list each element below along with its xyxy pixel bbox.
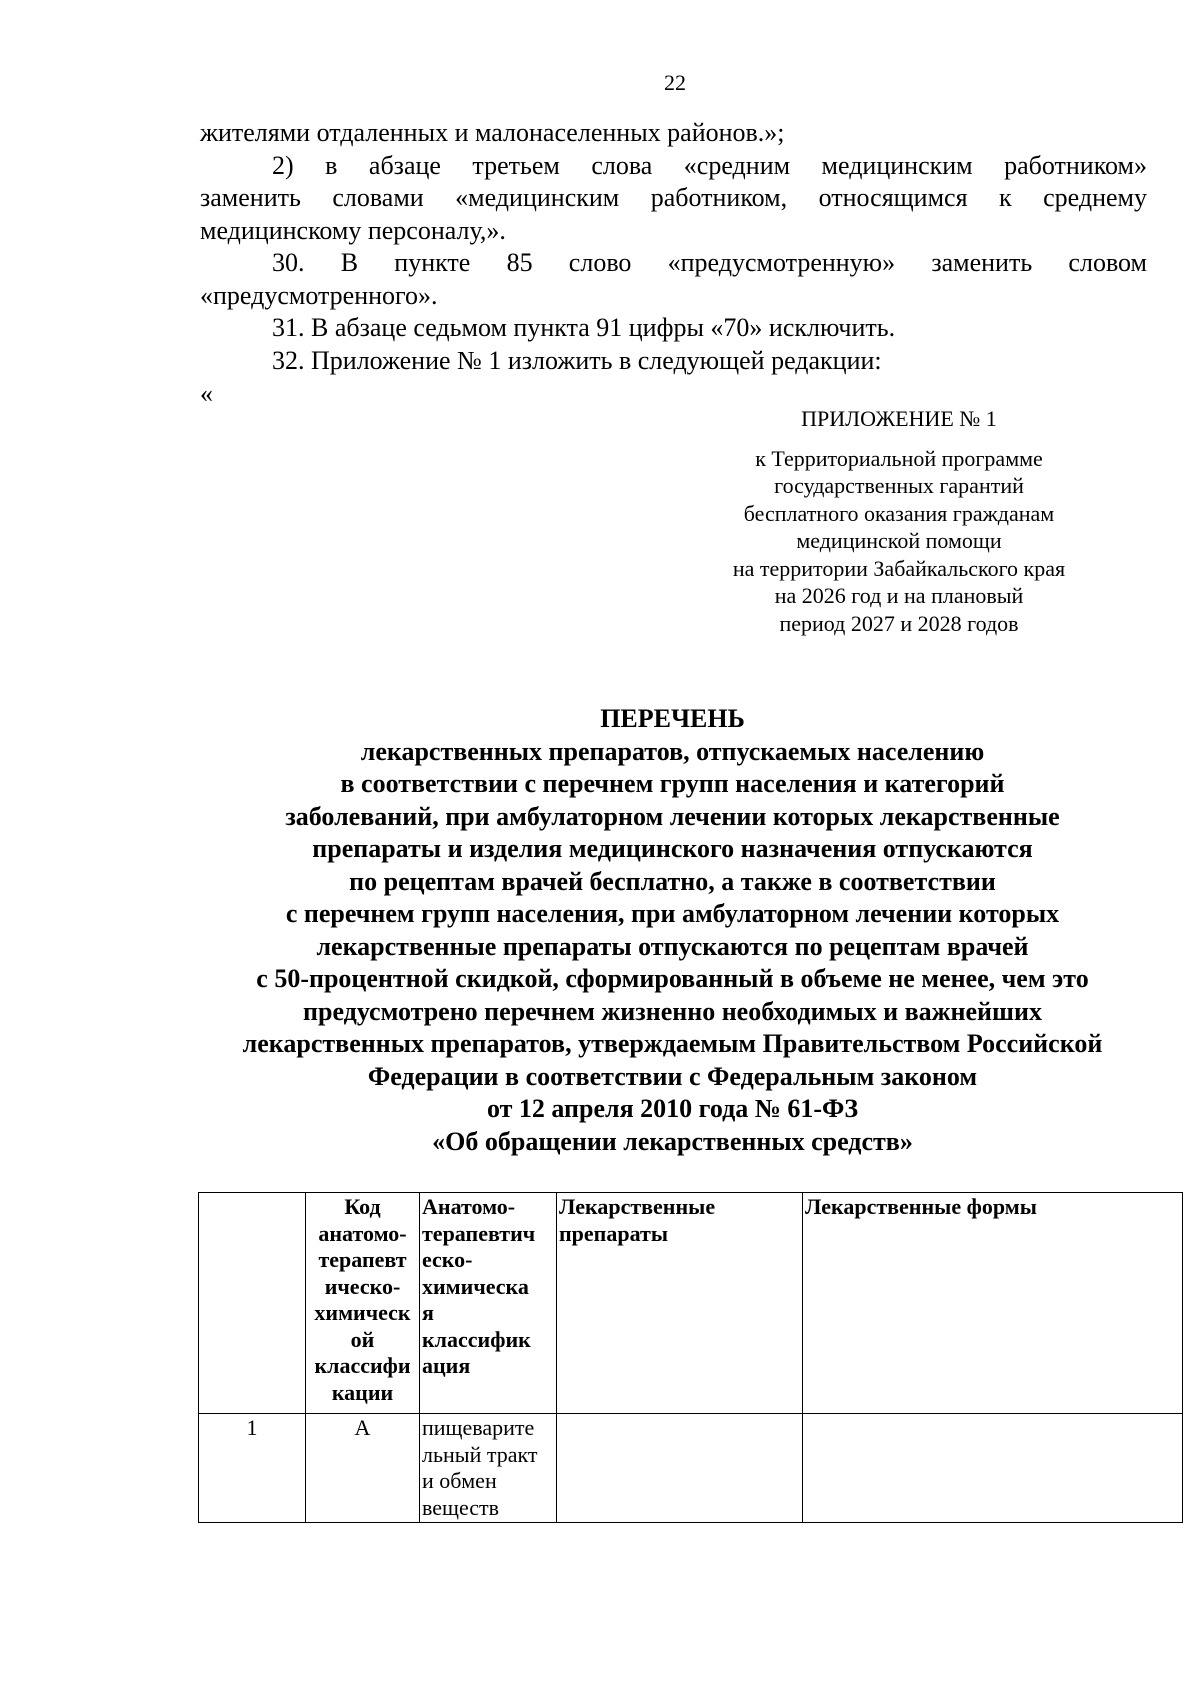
appendix-title: ПРИЛОЖЕНИЕ № 1: [801, 406, 997, 431]
cell-text-line: льный тракт: [422, 1441, 538, 1467]
row-code-cell: A: [306, 1414, 420, 1523]
header-forms-cell: Лекарственные формы: [803, 1193, 1183, 1414]
header-text-line: Код: [344, 1194, 381, 1219]
continuation-line: жителями отдаленных и малонаселенных районов.»;: [200, 118, 785, 147]
heading-line: «Об обращении лекарственных средств»: [432, 1126, 913, 1156]
heading-line: в соответствии с перечнем групп населения и категорий: [340, 769, 1005, 798]
appendix-line: медицинской помощи: [796, 528, 1002, 553]
header-text-line: классифи: [314, 1353, 411, 1378]
header-text-line: ой: [350, 1326, 375, 1352]
heading-line: лекарственных препаратов, утверждаемым Правительством Российской: [242, 1029, 1103, 1058]
para-31: 31. В абзаце седьмом пункта 91 цифры «70» исключить.: [272, 313, 896, 342]
header-text-line: ация: [422, 1353, 471, 1378]
header-atc-code-cell: [306, 1193, 420, 1414]
header-text-line: химическ: [314, 1300, 411, 1325]
header-text-line: терапевтич: [422, 1220, 536, 1246]
table-row: [199, 1414, 1183, 1523]
header-text-line: химическа: [422, 1273, 529, 1299]
heading-line: препараты и изделия медицинского назначения отпускаются: [312, 834, 1033, 863]
header-number-cell: [199, 1193, 306, 1414]
para-30-line-2: «предусмотренного».: [200, 280, 438, 310]
document-heading: [195, 703, 1150, 1158]
table-header-row: [199, 1193, 1183, 1414]
appendix-line: государственных гарантий: [774, 473, 1024, 498]
header-text-line: ическо-: [324, 1273, 401, 1299]
row-number-cell: 1: [199, 1414, 306, 1523]
header-text-line: кации: [331, 1379, 394, 1405]
header-text-line: Анатомо-: [422, 1194, 516, 1219]
heading-line: лекарственных препаратов, отпускаемых населению: [360, 736, 985, 766]
page-number: 22: [664, 70, 686, 95]
header-atc-classification-cell: [420, 1193, 557, 1414]
row-classification-cell: [420, 1414, 557, 1523]
header-text-line: препараты: [559, 1220, 669, 1246]
header-text-line: Лекарственные: [559, 1194, 716, 1219]
cell-text-line: и обмен: [422, 1468, 497, 1493]
medicines-table: [198, 1192, 1183, 1523]
heading-title: ПЕРЕЧЕНЬ: [600, 704, 745, 733]
header-text-line: терапевт: [318, 1247, 407, 1272]
body-text: [200, 117, 1147, 377]
appendix-block: [700, 405, 1098, 637]
heading-line: Федерации в соответствии с Федеральным законом: [367, 1061, 978, 1091]
heading-line: предусмотрено перечнем жизненно необходимых и важнейших: [303, 996, 1042, 1026]
heading-line: от 12 апреля 2010 года № 61-ФЗ: [486, 1094, 859, 1123]
heading-line: лекарственные препараты отпускаются по рецептам врачей: [316, 931, 1029, 961]
header-drugs-cell: [557, 1193, 803, 1414]
header-text-line: анатомо-: [318, 1220, 407, 1246]
para-2-line-1: 2) в абзаце третьем слова «средним медицинским работником»: [272, 150, 1147, 180]
cell-text-line: пищеварите: [422, 1415, 535, 1440]
header-text-line: еско-: [422, 1247, 473, 1272]
heading-line: с перечнем групп населения, при амбулаторном лечении которых: [285, 899, 1060, 928]
para-30-line-1: 30. В пункте 85 слово «предусмотренную» заменить словом: [272, 248, 1147, 277]
row-forms-cell: [803, 1414, 1183, 1523]
para-32: 32. Приложение № 1 изложить в следующей редакции:: [272, 345, 882, 375]
header-text-line: я: [422, 1300, 434, 1325]
appendix-line: на 2026 год и на плановый: [774, 583, 1024, 608]
heading-line: с 50-процентной скидкой, сформированный в объеме не менее, чем это: [256, 964, 1089, 993]
header-text-line: классифик: [422, 1326, 531, 1352]
para-2-line-2: заменить словами «медицинским работником, относящимся к среднему: [200, 183, 1147, 212]
row-drugs-cell: [557, 1414, 803, 1523]
heading-line: по рецептам врачей бесплатно, а также в соответствии: [349, 866, 996, 896]
heading-line: заболеваний, при амбулаторном лечении которых лекарственные: [285, 801, 1060, 831]
appendix-line: на территории Забайкальского края: [732, 555, 1066, 581]
appendix-line: период 2027 и 2028 годов: [779, 610, 1019, 636]
appendix-line: бесплатного оказания гражданам: [743, 500, 1055, 526]
appendix-line: к Территориальной программе: [755, 445, 1043, 471]
para-2-line-3: медицинскому персоналу,».: [200, 215, 506, 245]
opening-quote: «: [200, 379, 213, 408]
cell-text-line: веществ: [422, 1494, 500, 1520]
